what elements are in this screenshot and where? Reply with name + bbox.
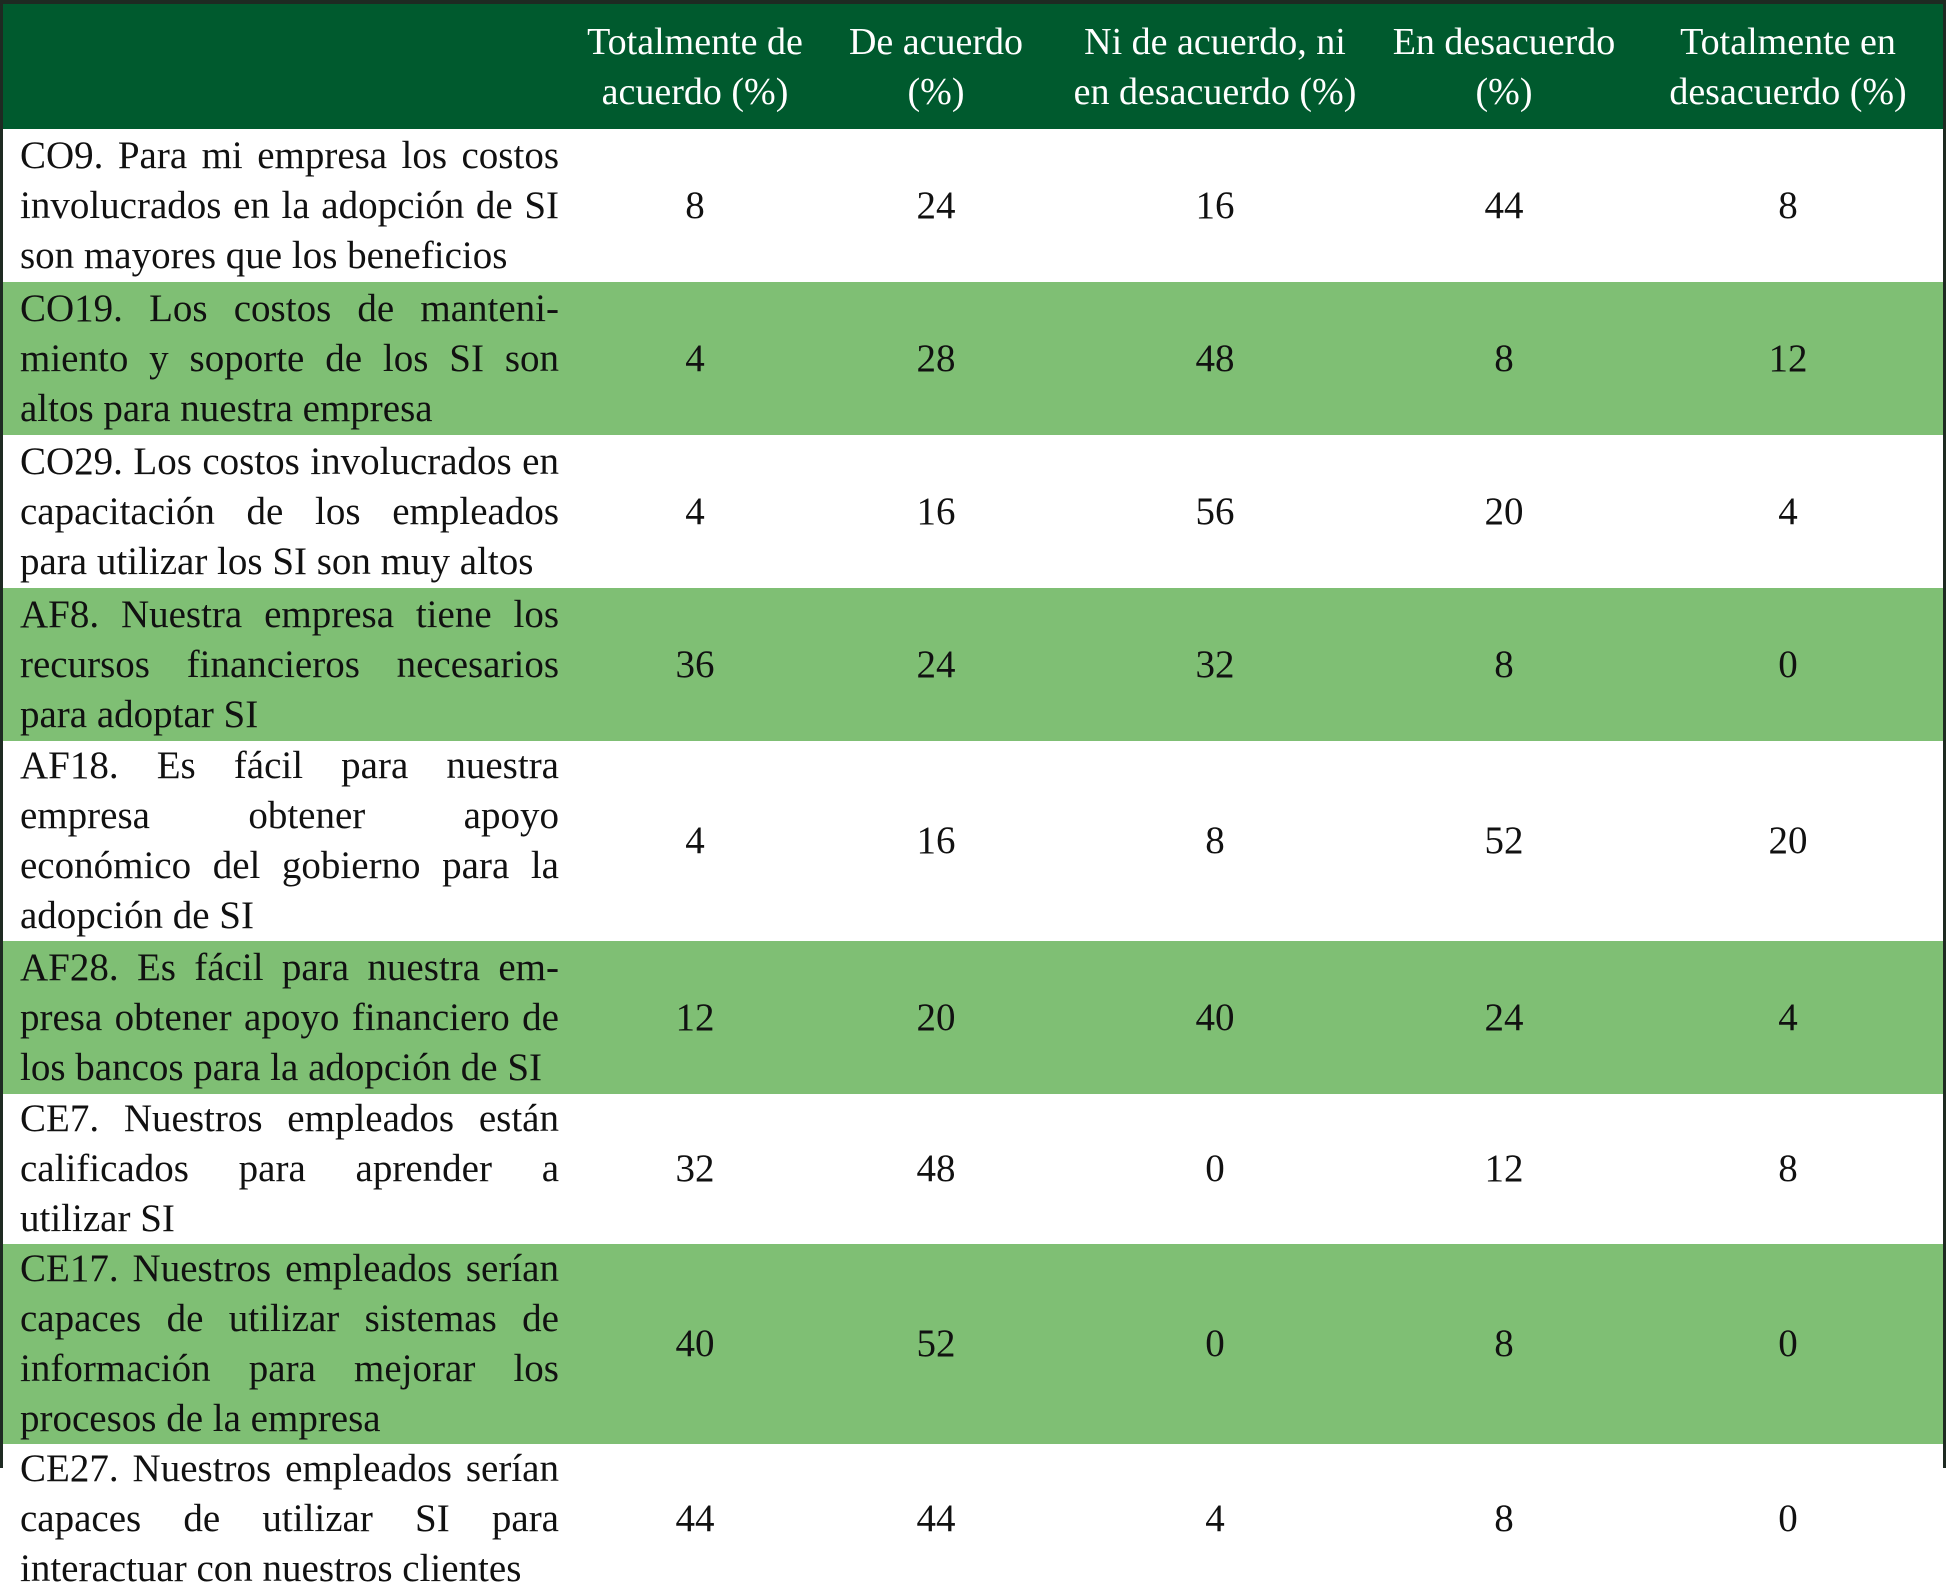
header-de-acuerdo [817,4,1055,129]
header-line: Totalmente de [587,20,803,63]
cell-en-desacuerdo: 52 [1484,819,1524,862]
row-label: CE7. Nuestros empleados están calificados para aprender a utilizar SI [20,1097,559,1240]
row-label: AF8. Nuestra empresa tiene los recursos financieros necesarios para adoptar SI [20,592,559,736]
header-line: (%) [907,70,965,113]
cell-totalmente-en-desacuerdo: 12 [1768,336,1808,380]
cell-ni-de-acuerdo: 56 [1195,489,1235,533]
cell-de-acuerdo: 20 [916,995,956,1039]
cell-totalmente-en-desacuerdo: 4 [1778,995,1798,1039]
header-line: (%) [1475,70,1533,113]
header-totalmente-de-acuerdo [573,4,817,129]
cell-ni-de-acuerdo: 0 [1205,1322,1225,1365]
row-label: CO9. Para mi empresa los costos involucrados en la adopción de SI son mayores que los beneficios [20,133,559,277]
header-empty [3,4,573,129]
cell-ni-de-acuerdo: 16 [1195,183,1235,227]
cell-de-acuerdo: 24 [916,642,956,686]
survey-table [3,4,1943,1594]
header-line: Ni de acuerdo, ni [1084,20,1346,63]
cell-ni-de-acuerdo: 40 [1195,995,1235,1039]
table-row [3,1444,1943,1594]
table-row [3,129,1943,282]
table-row [3,941,1943,1094]
table-row [3,588,1943,741]
header-ni-de-acuerdo [1055,4,1375,129]
row-label: CE17. Nuestros empleados serían capaces de utilizar sistemas de información para mejorar los procesos de la empresa [20,1247,559,1440]
table-row [3,1244,1943,1444]
table-header-row [3,4,1943,129]
cell-totalmente-de-acuerdo: 4 [685,336,705,380]
cell-en-desacuerdo: 8 [1494,336,1514,380]
table-row [3,282,1943,435]
cell-totalmente-en-desacuerdo: 0 [1778,642,1798,686]
cell-totalmente-en-desacuerdo: 20 [1768,819,1808,862]
table-row [3,1094,1943,1244]
cell-de-acuerdo: 52 [916,1322,956,1365]
cell-de-acuerdo: 16 [916,819,956,862]
cell-totalmente-de-acuerdo: 32 [675,1147,715,1190]
cell-totalmente-en-desacuerdo: 0 [1778,1322,1798,1365]
cell-en-desacuerdo: 8 [1494,1322,1514,1365]
cell-totalmente-en-desacuerdo: 4 [1778,489,1798,533]
cell-de-acuerdo: 16 [916,489,956,533]
cell-ni-de-acuerdo: 48 [1195,336,1235,380]
header-line: en desacuerdo (%) [1073,70,1357,113]
cell-ni-de-acuerdo: 0 [1205,1147,1225,1190]
cell-totalmente-de-acuerdo: 4 [685,819,705,862]
cell-en-desacuerdo: 12 [1484,1147,1524,1190]
cell-totalmente-de-acuerdo: 4 [685,489,705,533]
cell-en-desacuerdo: 8 [1494,1497,1514,1540]
cell-de-acuerdo: 48 [916,1147,956,1190]
cell-en-desacuerdo: 8 [1494,642,1514,686]
row-label: CO19. Los costos de mantenimiento y soporte de los SI son altos para nuestra empresa [20,286,559,430]
cell-ni-de-acuerdo: 32 [1195,642,1235,686]
cell-de-acuerdo: 24 [916,183,956,227]
header-totalmente-en-desacuerdo [1633,4,1943,129]
table-row [3,741,1943,941]
cell-totalmente-de-acuerdo: 40 [675,1322,715,1365]
header-line: Totalmente en [1680,20,1896,63]
cell-totalmente-de-acuerdo: 44 [675,1497,715,1540]
row-label: CO29. Los costos involucrados en capacitación de los empleados para utilizar los SI son muy altos [20,439,559,583]
row-label: CE27. Nuestros empleados serían capaces de utilizar SI para interactuar con nuestros clientes [20,1447,559,1590]
cell-totalmente-en-desacuerdo: 8 [1778,1147,1798,1190]
header-en-desacuerdo [1375,4,1633,129]
cell-en-desacuerdo: 44 [1484,183,1524,227]
cell-totalmente-de-acuerdo: 12 [675,995,715,1039]
table-row [3,435,1943,588]
cell-ni-de-acuerdo: 8 [1205,819,1225,862]
cell-de-acuerdo: 28 [916,336,956,380]
cell-totalmente-de-acuerdo: 8 [685,183,705,227]
cell-ni-de-acuerdo: 4 [1205,1497,1225,1540]
header-line: En desacuerdo [1392,20,1616,63]
cell-totalmente-en-desacuerdo: 8 [1778,183,1798,227]
cell-en-desacuerdo: 24 [1484,995,1524,1039]
cell-de-acuerdo: 44 [916,1497,956,1540]
cell-en-desacuerdo: 20 [1484,489,1524,533]
header-line: De acuerdo [848,20,1024,63]
cell-totalmente-de-acuerdo: 36 [675,642,715,686]
row-label: AF18. Es fácil para nuestra empresa obtener apoyo económico del gobierno para la adopción de SI [20,744,559,937]
header-line: acuerdo (%) [601,70,789,113]
header-line: desacuerdo (%) [1669,70,1907,113]
cell-totalmente-en-desacuerdo: 0 [1778,1497,1798,1540]
row-label: AF28. Es fácil para nuestra empresa obtener apoyo financiero de los bancos para la adopción de SI [20,945,559,1089]
